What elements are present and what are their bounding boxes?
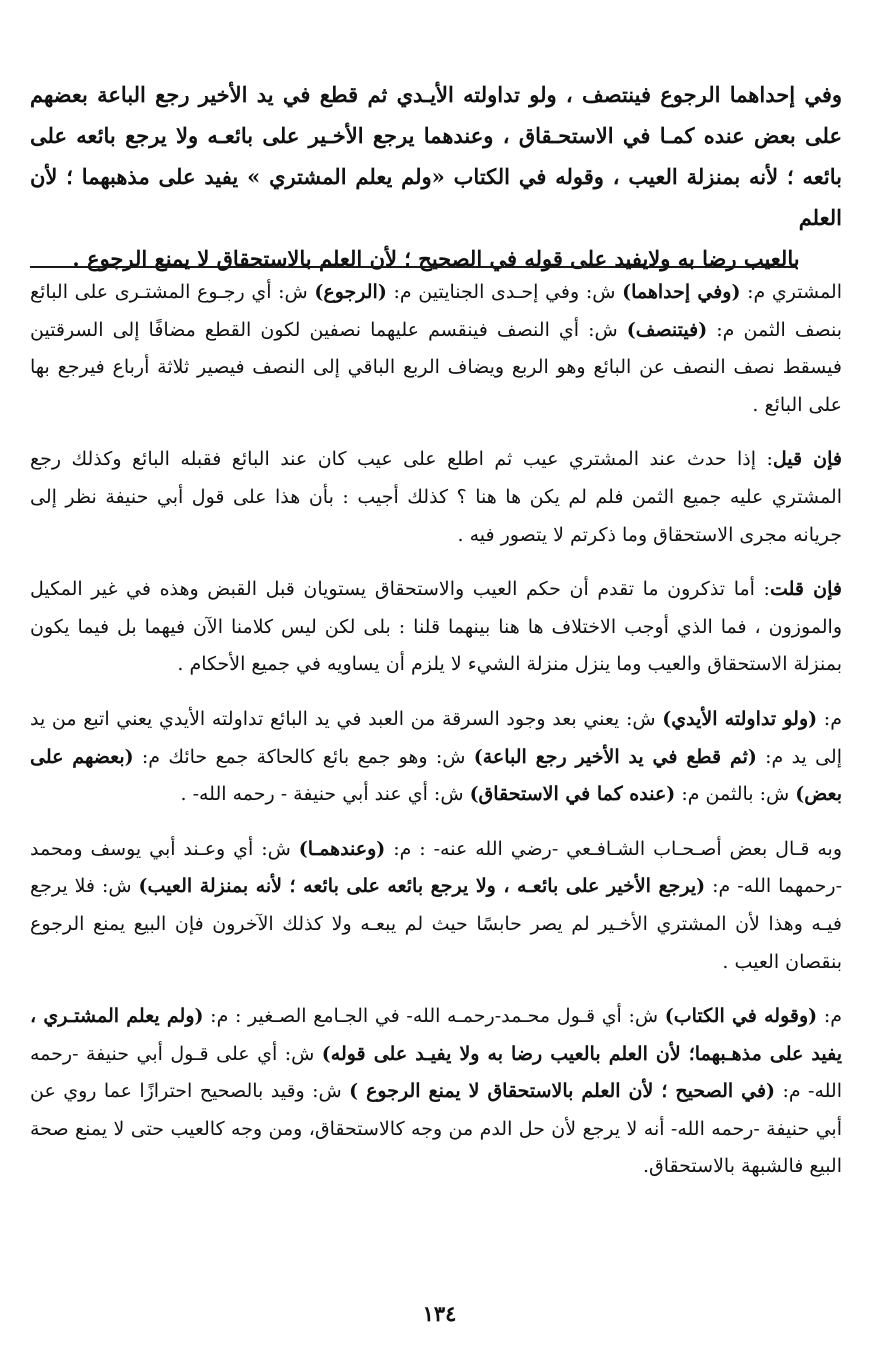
quoted-matn: (عنده كما في الاستحقاق) [469,783,676,806]
quoted-matn: (الرجوع) [314,281,387,303]
commentary-paragraph-6 [30,998,842,1186]
commentary-paragraph-2 [30,441,842,554]
quoted-matn: (يرجع الأخير على بائعـه ، ولا يرجع بائعه على بائعه ؛ لأنه بمنزلة العيب) [138,875,706,898]
commentary-block [30,274,842,1203]
quoted-matn: (ثم قطع في يد الأخير رجع الباعة) [473,745,757,768]
main-text-body: وفي إحداهما الرجوع فينتصف ، ولو تداولته الأيـدي ثم قطع في يد الأخير رجع الباعة بعضهم على بعض عنده كمـا في الاستحـقاق ، وعندهما يرجع الأخـير على بائعـه ولا يرجع بائعه على بائعه ؛ لأنه بمنزلة العيب ، وقوله في الكتاب «ولم يعلم المشتري » يفيد على مذهبهما ؛ لأن العلم [30,82,842,230]
commentary-paragraph-1 [30,274,842,424]
commentary-paragraph-3 [30,571,842,684]
quoted-matn: (بعضهم على بعض) [30,745,842,806]
quoted-matn: (وعندهمـا) [298,837,386,860]
quoted-matn: (وفي إحداهما) [622,281,741,303]
commentary-text: م: [817,1005,842,1028]
commentary-text: ش: أي على قـول أبي حنيفة -رحمه الله- م: [30,1042,842,1103]
commentary-text: ش: وقيد بالصحيح احترازًا عما روي عن أبي حنيفة -رحمه الله- أنه لا يرجع لأن حل الدم من وجه كالاستحقاق، ومن وجه كالعيب حتى لا يمنع صحة البيع فالشبهة بالاستحقاق. [30,1080,842,1178]
commentary-text: ش: أي قـول محـمد-رحمـه الله- في الجـامع الصـغير : م: [203,1005,665,1028]
page-number: ١٣٤ [422,1301,457,1326]
commentary-text: ش: وفي إحـدى الجنايتين م: [386,281,623,303]
commentary-text: ش: يعني بعد وجود السرقة من العبد في يد البائع تداولته الأيدي يعني اتبع من يد إلى يد م: [30,707,843,768]
main-text-last-line: بالعيب رضا به ولايفيد على قوله في الصحيح ؛ لأن العلم بالاستحقاق لا يمنع الرجوع . [72,246,800,271]
commentary-text: : إذا حدث عند المشتري عيب ثم اطلع على عيب كان عند البائع فقبله البائع وكذلك رجع المشتري عليه جميع الثمن فلم لم يكن ها هنا ؟ كذلك أجيب : بأن هذا على قول أبي حنيفة نظر إلى جريانه مجرى الاستحقاق وما ذكرتم لا يتصور فيه . [30,448,842,546]
commentary-text: ش: أي النصف فينقسم عليهما نصفين لكون القطع مضافًا إلى السرقتين فيسقط نصف النصف عن البائع وهو الربع ويضاف الربع الباقي إلى النصف فيصير ثلاثة أرباع فيرجع بها على البائع . [30,318,842,416]
objection-label: فإن قلت [769,578,842,601]
commentary-text: وبه قـال بعض أصـحـاب الشـافـعي -رضي الله عنه- : م: [385,837,842,860]
quoted-matn: (فيتنصف) [626,318,708,341]
commentary-text: ش: بالثمن م: [675,783,796,806]
commentary-text: : أما تذكرون ما تقدم أن حكم العيب والاستحقاق يستويان قبل القبض وهذه في غير المكيل والموزون ، فما الذي أوجب الاختلاف ها هنا بينهما قلنا : بلى لكن ليس كلامنا الآن فيهما بل فيما يكون بمنزلة الاستحقاق والعيب وما ينزل منزلة الشيء لا يلزم أن يساويه في جميع الأحكام . [30,578,842,676]
quoted-matn: (وقوله في الكتاب) [664,1005,818,1028]
main-text-block [30,74,842,279]
commentary-text: ش: أي وعـند أبي يوسف ومحمد -رحمهما الله- م: [30,837,842,898]
quoted-matn: (ولم يعلم المشتـري ، يفيد على مذهـبهما؛ لأن العلم بالعيب رضا به ولا يفيـد على قوله) [30,1005,842,1065]
commentary-text: ش: وهو جمع بائع كالحاكة جمع حائك م: [133,745,474,768]
commentary-text: ش: أي عند أبي حنيفة - رحمه الله- . [180,783,470,806]
commentary-text: ش: أي رجـوع المشتـرى على البائع بنصف الثمن م: [30,281,842,341]
commentary-paragraph-4 [30,701,842,814]
quoted-matn: (في الصحيح ؛ لأن العلم بالاستحقاق لا يمنع الرجوع ) [349,1080,776,1103]
commentary-text: م: [817,707,842,730]
quoted-matn: (ولو تداولته الأيدي) [662,707,818,730]
commentary-paragraph-5 [30,831,842,981]
commentary-text: المشتري م: [740,281,843,303]
commentary-text: ش: فلا يرجع فيـه وهذا لأن المشتري الأخـير لم يصر حابسًا حيث لم يبعـه ولا كذلك الآخرون فإن البيع يمنع الرجوع بنقصان العيب . [30,875,842,973]
objection-label: فإن قيل [772,448,842,471]
footnote-divider [30,266,797,268]
